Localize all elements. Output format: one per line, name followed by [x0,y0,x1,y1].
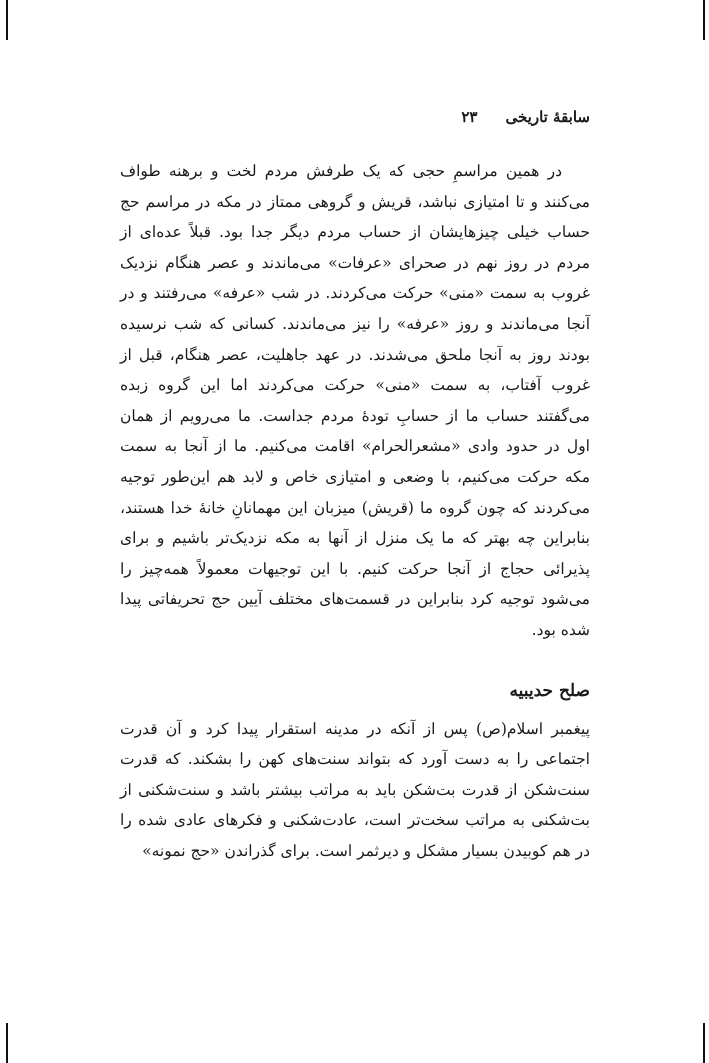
section-heading: صلح حدیبیه [509,680,590,701]
crop-mark-bottom-right-v [703,1023,705,1063]
running-head [120,108,590,140]
chapter-title: سابقهٔ تاریخی [505,108,590,126]
body-paragraph-2: پیغمبر اسلام(ص) پس از آنکه در مدینه استقرار پیدا کرد و آن قدرت اجتماعی را به دست آورد که بتواند سنت‌های کهن را بشکند. که قدرت سنت‌شکن از قدرت بت‌شکن باید به مراتب بیشتر باشد و سنت‌شکنی از بت‌شکنی به مراتب سخت‌تر است، عادت‌شکنی و فکرهای عادی شده را در هم کوبیدن بسیار مشکل و دیرثمر است. برای گذراندن «حج نمونه» [120,719,590,860]
crop-mark-bottom-left-v [6,1023,8,1063]
crop-mark-top-right-v [703,0,705,40]
crop-mark-top-left-v [6,0,8,40]
page-number: ۲۳ [461,108,478,126]
book-page [120,108,590,866]
body-paragraph-1: در همین مراسمِ حجی که یک طرفش مردم لخت و برهنه طواف می‌کنند و تا امتیازی نباشد، قریش و گروهی ممتاز در مکه در مراسم حج حساب خیلی چیزهایشان از حساب مردم دیگر جدا بود. قبلاً عده‌ای از مردم در روز نهم در صحرای «عرفات» می‌ماندند و عصر هنگام نزدیک غروب به سمت «منی» حرکت می‌کردند. در شب «عرفه» می‌رفتند و در آنجا می‌ماندند و روز «عرفه» را نیز می‌ماندند. کسانی که شب نرسیده بودند روز به آنجا ملحق می‌شدند. در عهد جاهلیت، عصر هنگام، قبل از غروب آفتاب، به سمت «منی» حرکت می‌کردند اما این گروه زبده می‌گفتند حساب ما از حسابِ تودهٔ مردم جداست. ما می‌رویم از همان اول در حدود وادی «مشعرالحرام» اقامت می‌کنیم. ما از آنجا به سمت مکه حرکت می‌کنیم، با وضعی و امتیازی خاص و لابد هم این‌طور توجیه می‌کردند که چون گروه ما (قریش) میزبان این مهمانانِ خانهٔ خدا هستند، بنابراین چه بهتر که ما یک منزل از آنها به مکه نزدیک‌تر باشیم و برای پذیرائی حجاج از آنجا حرکت کنیم. با این توجیهات معمولاً همه‌چیز را می‌شود توجیه کرد بنابراین در قسمت‌های مختلف آیین حج تحریفاتی پیدا شده بود. [120,162,590,639]
